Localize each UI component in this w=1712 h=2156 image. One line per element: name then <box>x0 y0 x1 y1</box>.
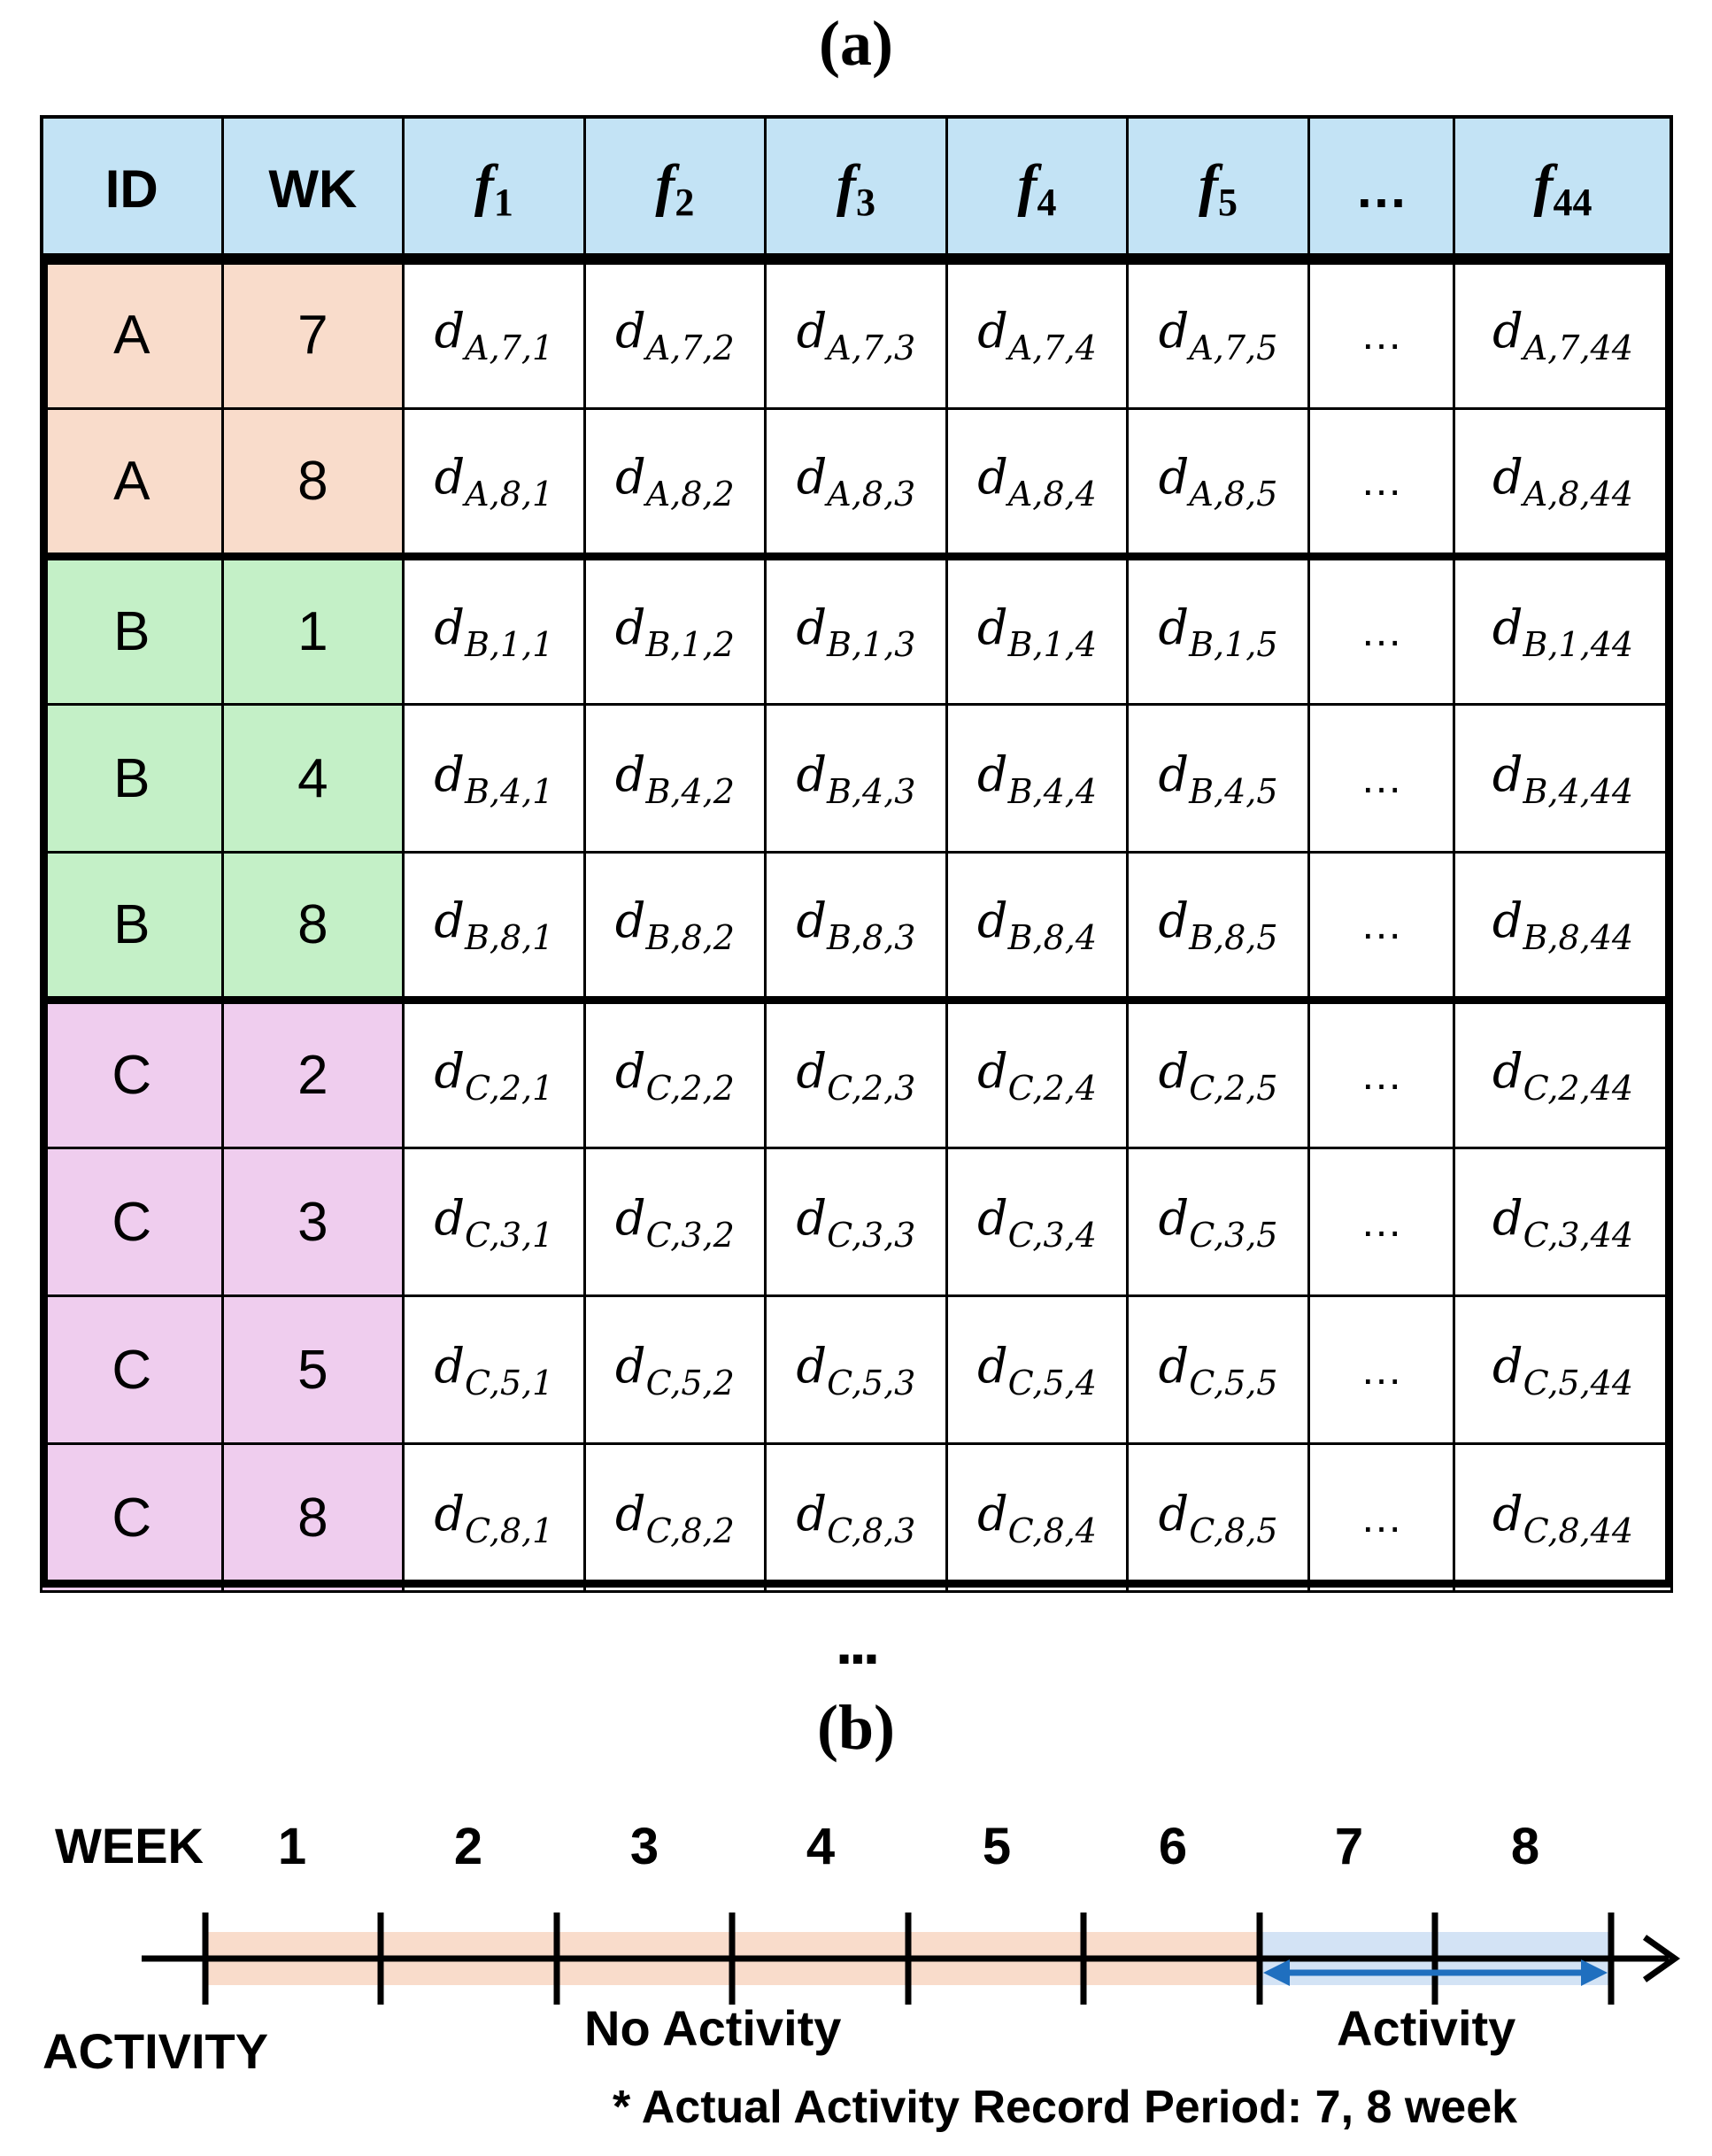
week-number: 5 <box>982 1818 1012 1875</box>
data-cell: $d_{C,5,2}$ <box>584 1296 766 1444</box>
data-cell: $d_{A,8,3}$ <box>766 409 947 557</box>
data-cell: $d_{B,1,3}$ <box>766 557 947 705</box>
ellipsis-cell: … <box>1308 261 1454 409</box>
header-id: ID <box>42 117 223 261</box>
data-cell: $d_{C,2,44}$ <box>1454 1001 1672 1148</box>
data-cell: $d_{C,8,2}$ <box>584 1444 766 1592</box>
data-cell: $d_{B,8,1}$ <box>404 853 585 1001</box>
week-cell: 8 <box>222 853 404 1001</box>
table-row <box>42 409 1672 557</box>
data-cell: $d_{A,8,1}$ <box>404 409 585 557</box>
week-number: 4 <box>806 1818 836 1875</box>
id-cell: C <box>42 1001 223 1148</box>
header-row <box>42 117 1672 261</box>
week-cell: 3 <box>222 1148 404 1296</box>
ellipsis-cell: … <box>1308 557 1454 705</box>
week-number: 8 <box>1510 1818 1540 1875</box>
data-cell: $d_{A,7,1}$ <box>404 261 585 409</box>
data-cell: $d_{C,5,5}$ <box>1128 1296 1309 1444</box>
ellipsis-cell: … <box>1308 853 1454 1001</box>
id-cell: B <box>42 557 223 705</box>
id-cell: C <box>42 1148 223 1296</box>
id-cell: B <box>42 853 223 1001</box>
week-number: 7 <box>1334 1818 1364 1875</box>
data-cell: $d_{B,4,4}$ <box>946 705 1128 853</box>
table-row <box>42 557 1672 705</box>
data-cell: $d_{C,8,4}$ <box>946 1444 1128 1592</box>
data-cell: $d_{B,8,5}$ <box>1128 853 1309 1001</box>
data-cell: $d_{C,8,1}$ <box>404 1444 585 1592</box>
week-cell: 2 <box>222 1001 404 1148</box>
data-cell: $d_{C,5,3}$ <box>766 1296 947 1444</box>
data-cell: $d_{B,4,5}$ <box>1128 705 1309 853</box>
header-feature: $f_3$ <box>766 117 947 261</box>
data-cell: $d_{A,7,5}$ <box>1128 261 1309 409</box>
header-ellipsis: … <box>1308 117 1454 261</box>
id-cell: A <box>42 261 223 409</box>
table-row <box>42 1148 1672 1296</box>
ellipsis-cell: … <box>1308 1296 1454 1444</box>
data-cell: $d_{A,7,2}$ <box>584 261 766 409</box>
data-cell: $d_{B,4,44}$ <box>1454 705 1672 853</box>
data-cell: $d_{C,3,2}$ <box>584 1148 766 1296</box>
id-cell: A <box>42 409 223 557</box>
feature-table <box>40 115 1673 1593</box>
data-cell: $d_{C,5,1}$ <box>404 1296 585 1444</box>
data-cell: $d_{B,1,44}$ <box>1454 557 1672 705</box>
data-cell: $d_{C,3,44}$ <box>1454 1148 1672 1296</box>
data-cell: $d_{C,2,3}$ <box>766 1001 947 1148</box>
data-cell: $d_{A,7,44}$ <box>1454 261 1672 409</box>
data-cell: $d_{A,8,4}$ <box>946 409 1128 557</box>
week-cell: 8 <box>222 409 404 557</box>
id-cell: B <box>42 705 223 853</box>
data-cell: $d_{B,1,4}$ <box>946 557 1128 705</box>
table-row <box>42 1444 1672 1592</box>
activity-label: ACTIVITY <box>42 2023 269 2079</box>
data-cell: $d_{C,8,3}$ <box>766 1444 947 1592</box>
activity-period-label: Activity <box>1337 2000 1516 2056</box>
panel-b-label: (b) <box>817 1692 895 1763</box>
data-cell: $d_{C,2,2}$ <box>584 1001 766 1148</box>
header-feature: $f_4$ <box>946 117 1128 261</box>
ellipsis-cell: … <box>1308 1148 1454 1296</box>
data-cell: $d_{B,8,44}$ <box>1454 853 1672 1001</box>
week-label: WEEK <box>55 1818 204 1874</box>
header-feature: $f_2$ <box>584 117 766 261</box>
data-cell: $d_{A,8,5}$ <box>1128 409 1309 557</box>
table-row <box>42 1001 1672 1148</box>
footnote: * Actual Activity Record Period: 7, 8 week <box>613 2082 1518 2133</box>
data-cell: $d_{C,5,44}$ <box>1454 1296 1672 1444</box>
data-cell: $d_{C,2,1}$ <box>404 1001 585 1148</box>
data-cell: $d_{B,1,5}$ <box>1128 557 1309 705</box>
panel-a-label: (a) <box>819 8 893 79</box>
header-feature: $f_5$ <box>1128 117 1309 261</box>
header-feature: $f_{44}$ <box>1454 117 1672 261</box>
id-cell: C <box>42 1296 223 1444</box>
ellipsis-cell: … <box>1308 1444 1454 1592</box>
week-number: 1 <box>277 1818 307 1875</box>
data-cell: $d_{B,8,3}$ <box>766 853 947 1001</box>
ellipsis-cell: … <box>1308 1001 1454 1148</box>
data-cell: $d_{B,8,2}$ <box>584 853 766 1001</box>
table-row <box>42 1296 1672 1444</box>
data-cell: $d_{C,2,4}$ <box>946 1001 1128 1148</box>
week-number: 2 <box>453 1818 483 1875</box>
data-cell: $d_{C,2,5}$ <box>1128 1001 1309 1148</box>
week-cell: 8 <box>222 1444 404 1592</box>
table-row <box>42 705 1672 853</box>
data-cell: $d_{B,4,1}$ <box>404 705 585 853</box>
week-cell: 4 <box>222 705 404 853</box>
data-cell: $d_{C,3,4}$ <box>946 1148 1128 1296</box>
week-cell: 7 <box>222 261 404 409</box>
data-cell: $d_{B,4,2}$ <box>584 705 766 853</box>
ellipsis-cell: … <box>1308 705 1454 853</box>
data-cell: $d_{B,1,1}$ <box>404 557 585 705</box>
data-cell: $d_{C,5,4}$ <box>946 1296 1128 1444</box>
header-feature: $f_1$ <box>404 117 585 261</box>
data-cell: $d_{C,3,1}$ <box>404 1148 585 1296</box>
data-cell: $d_{A,8,2}$ <box>584 409 766 557</box>
table-row <box>42 261 1672 409</box>
week-number: 3 <box>629 1818 659 1875</box>
more-rows-ellipsis: ... <box>835 1608 877 1677</box>
week-cell: 1 <box>222 557 404 705</box>
data-cell: $d_{A,7,3}$ <box>766 261 947 409</box>
data-cell: $d_{B,4,3}$ <box>766 705 947 853</box>
data-cell: $d_{C,8,5}$ <box>1128 1444 1309 1592</box>
data-cell: $d_{A,8,44}$ <box>1454 409 1672 557</box>
data-cell: $d_{B,1,2}$ <box>584 557 766 705</box>
data-cell: $d_{C,8,44}$ <box>1454 1444 1672 1592</box>
ellipsis-cell: … <box>1308 409 1454 557</box>
table-row <box>42 853 1672 1001</box>
id-cell: C <box>42 1444 223 1592</box>
header-wk: WK <box>222 117 404 261</box>
data-cell: $d_{B,8,4}$ <box>946 853 1128 1001</box>
no-activity-label: No Activity <box>584 2000 842 2056</box>
week-cell: 5 <box>222 1296 404 1444</box>
data-cell: $d_{C,3,5}$ <box>1128 1148 1309 1296</box>
data-cell: $d_{C,3,3}$ <box>766 1148 947 1296</box>
week-number: 6 <box>1158 1818 1188 1875</box>
data-cell: $d_{A,7,4}$ <box>946 261 1128 409</box>
